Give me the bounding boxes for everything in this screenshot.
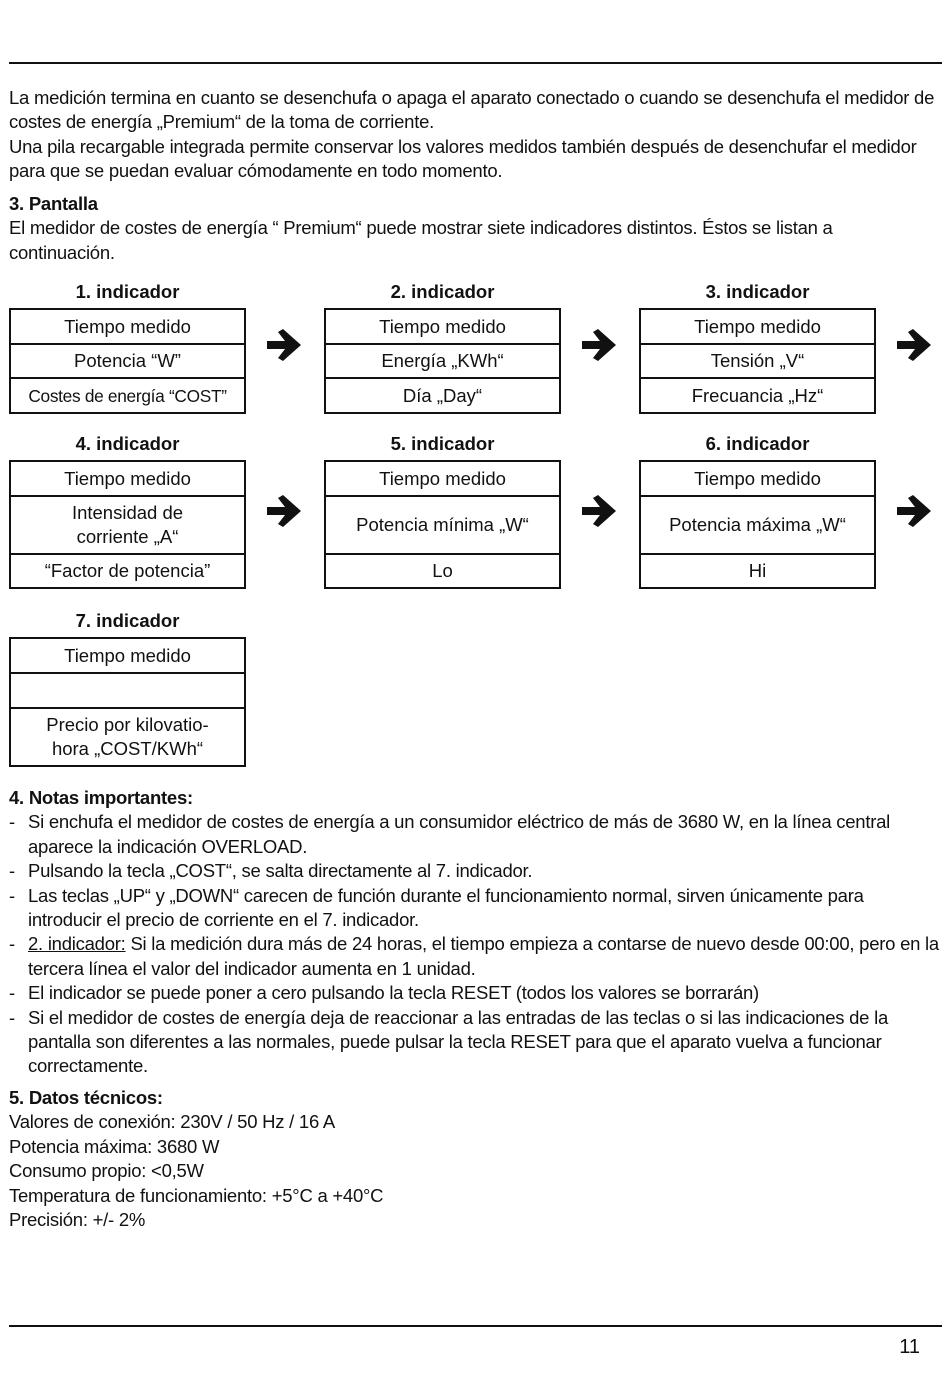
- right-arrow-icon: [895, 494, 933, 528]
- section-notes-heading: 4. Notas importantes:: [9, 787, 193, 808]
- right-arrow-icon: [580, 494, 618, 528]
- list-item: [9, 884, 942, 933]
- indicator-row: Energía „KWh“: [326, 343, 559, 377]
- indicator-title: 3. indicador: [705, 281, 810, 302]
- indicator-row: Hi: [641, 553, 874, 587]
- note-label: 2. indicador:: [28, 933, 126, 955]
- indicator-row: Lo: [326, 553, 559, 587]
- intro-paragraph-2: Una pila recargable integrada permite conservar los valores medidos también después de desenchufar el medidor para que se puedan evaluar cómodamente en todo momento.: [9, 135, 917, 182]
- indicator-row: Costes de energía “COST”: [11, 377, 244, 412]
- indicator-row: Frecuancia „Hz“: [641, 377, 874, 412]
- right-arrow-icon: [265, 494, 303, 528]
- note-text: Si el medidor de costes de energía deja de reaccionar a las entradas de las teclas o si las indicaciones de la pantalla son diferentes a las normales, puede pulsar la tecla RESET para que el aparato vuelva a funcionar correctamente.: [28, 1006, 888, 1077]
- note-text: Pulsando la tecla „COST“, se salta directamente al 7. indicador.: [28, 860, 533, 882]
- notes-list: [9, 810, 942, 1078]
- indicator-title: 7. indicador: [75, 610, 180, 631]
- indicator-row-line: Precio por kilovatio-: [46, 714, 209, 735]
- page-number: 11: [899, 1336, 920, 1358]
- indicator-row-empty: [11, 672, 244, 707]
- indicator-row: Tiempo medido: [379, 315, 506, 337]
- note-text: El indicador se puede poner a cero pulsando la tecla RESET (todos los valores se borrarán): [28, 982, 759, 1004]
- spec-line: Potencia máxima: 3680 W: [9, 1135, 220, 1157]
- indicator-title: 6. indicador: [705, 433, 810, 454]
- spec-line: Precisión: +/- 2%: [9, 1209, 146, 1231]
- indicator-row: Tiempo medido: [379, 467, 506, 489]
- note-text: Si la medición dura más de 24 horas, el tiempo empieza a contarse de nuevo desde 00:00, pero en la tercera línea el valor del indicador aumenta en 1 unidad.: [28, 933, 939, 979]
- indicator-table: [9, 460, 246, 589]
- intro-paragraph-1: La medición termina en cuanto se desenchufa o apaga el aparato conectado o cuando se desenchufa el medidor de costes de energía „Premium“ de la toma de corriente.: [9, 87, 935, 133]
- indicator-row: [11, 707, 244, 765]
- indicator-row-line: corriente „A“: [76, 526, 179, 547]
- indicator-row: Tiempo medido: [694, 467, 821, 489]
- indicator-row: Tiempo medido: [64, 315, 191, 337]
- indicator-table: [9, 308, 246, 414]
- right-arrow-icon: [580, 328, 618, 362]
- indicator-3: [639, 280, 876, 414]
- top-rule: [9, 62, 942, 64]
- indicator-1: [9, 280, 246, 414]
- note-text: Las teclas „UP“ y „DOWN“ carecen de función durante el funcionamiento normal, sirven únicamente para introducir el precio de corriente en el 7. indicador.: [28, 884, 864, 931]
- spec-line: Consumo propio: <0,5W: [9, 1160, 204, 1182]
- note-text: Si enchufa el medidor de costes de energía a un consumidor eléctrico de más de 3680 W, en la línea central aparece la indicación OVERLOAD.: [28, 811, 891, 857]
- section-display-heading: 3. Pantalla: [9, 193, 98, 214]
- indicator-4: [9, 432, 246, 589]
- indicator-row: Potencia mínima „W“: [326, 495, 559, 553]
- dash-bullet: -: [9, 982, 15, 1004]
- dash-bullet: -: [9, 933, 15, 955]
- dash-bullet: -: [9, 811, 15, 833]
- indicator-table: [639, 460, 876, 589]
- indicator-5: [324, 432, 561, 589]
- indicator-row: Tiempo medido: [694, 315, 821, 337]
- indicator-title: 5. indicador: [390, 433, 495, 454]
- dash-bullet: -: [9, 1006, 15, 1028]
- right-arrow-icon: [265, 328, 303, 362]
- indicator-title: 2. indicador: [390, 281, 495, 302]
- indicator-row: Tensión „V“: [641, 343, 874, 377]
- dash-bullet: -: [9, 860, 15, 882]
- indicator-table: [639, 308, 876, 414]
- list-item: [9, 859, 942, 883]
- list-item: [9, 1006, 942, 1079]
- indicator-table: [324, 460, 561, 589]
- section-technical-data: [9, 1086, 942, 1232]
- indicator-table: [324, 308, 561, 414]
- indicator-title: 4. indicador: [75, 433, 180, 454]
- dash-bullet: -: [9, 884, 15, 906]
- section-display-text: El medidor de costes de energía “ Premium“ puede mostrar siete indicadores distintos. Éstos se listan a continuación.: [9, 217, 833, 263]
- spec-line: Valores de conexión: 230V / 50 Hz / 16 A: [9, 1111, 335, 1133]
- indicator-row: [11, 495, 244, 553]
- list-item: [9, 932, 942, 981]
- indicator-2: [324, 280, 561, 414]
- indicator-row: Potencia “W”: [11, 343, 244, 377]
- list-item: [9, 981, 942, 1005]
- indicator-row: “Factor de potencia”: [11, 553, 244, 587]
- indicator-row: Potencia máxima „W“: [641, 495, 874, 553]
- indicator-6: [639, 432, 876, 589]
- right-arrow-icon: [895, 328, 933, 362]
- intro-text: [9, 86, 942, 184]
- indicator-row-line: hora „COST/KWh“: [51, 738, 204, 759]
- spec-line: Temperatura de funcionamiento: +5°C a +40°C: [9, 1184, 384, 1206]
- indicator-row: Día „Day“: [326, 377, 559, 412]
- indicator-table: [9, 637, 246, 767]
- indicator-row: Tiempo medido: [64, 467, 191, 489]
- bottom-rule: [9, 1325, 942, 1327]
- indicator-row: Tiempo medido: [64, 644, 191, 666]
- section-technical-heading: 5. Datos técnicos:: [9, 1087, 163, 1108]
- indicator-title: 1. indicador: [75, 281, 180, 302]
- indicator-7: [9, 609, 246, 767]
- section-notes: [9, 786, 942, 1079]
- indicator-row-line: Intensidad de: [71, 502, 184, 523]
- list-item: [9, 810, 942, 859]
- section-display: [9, 192, 942, 265]
